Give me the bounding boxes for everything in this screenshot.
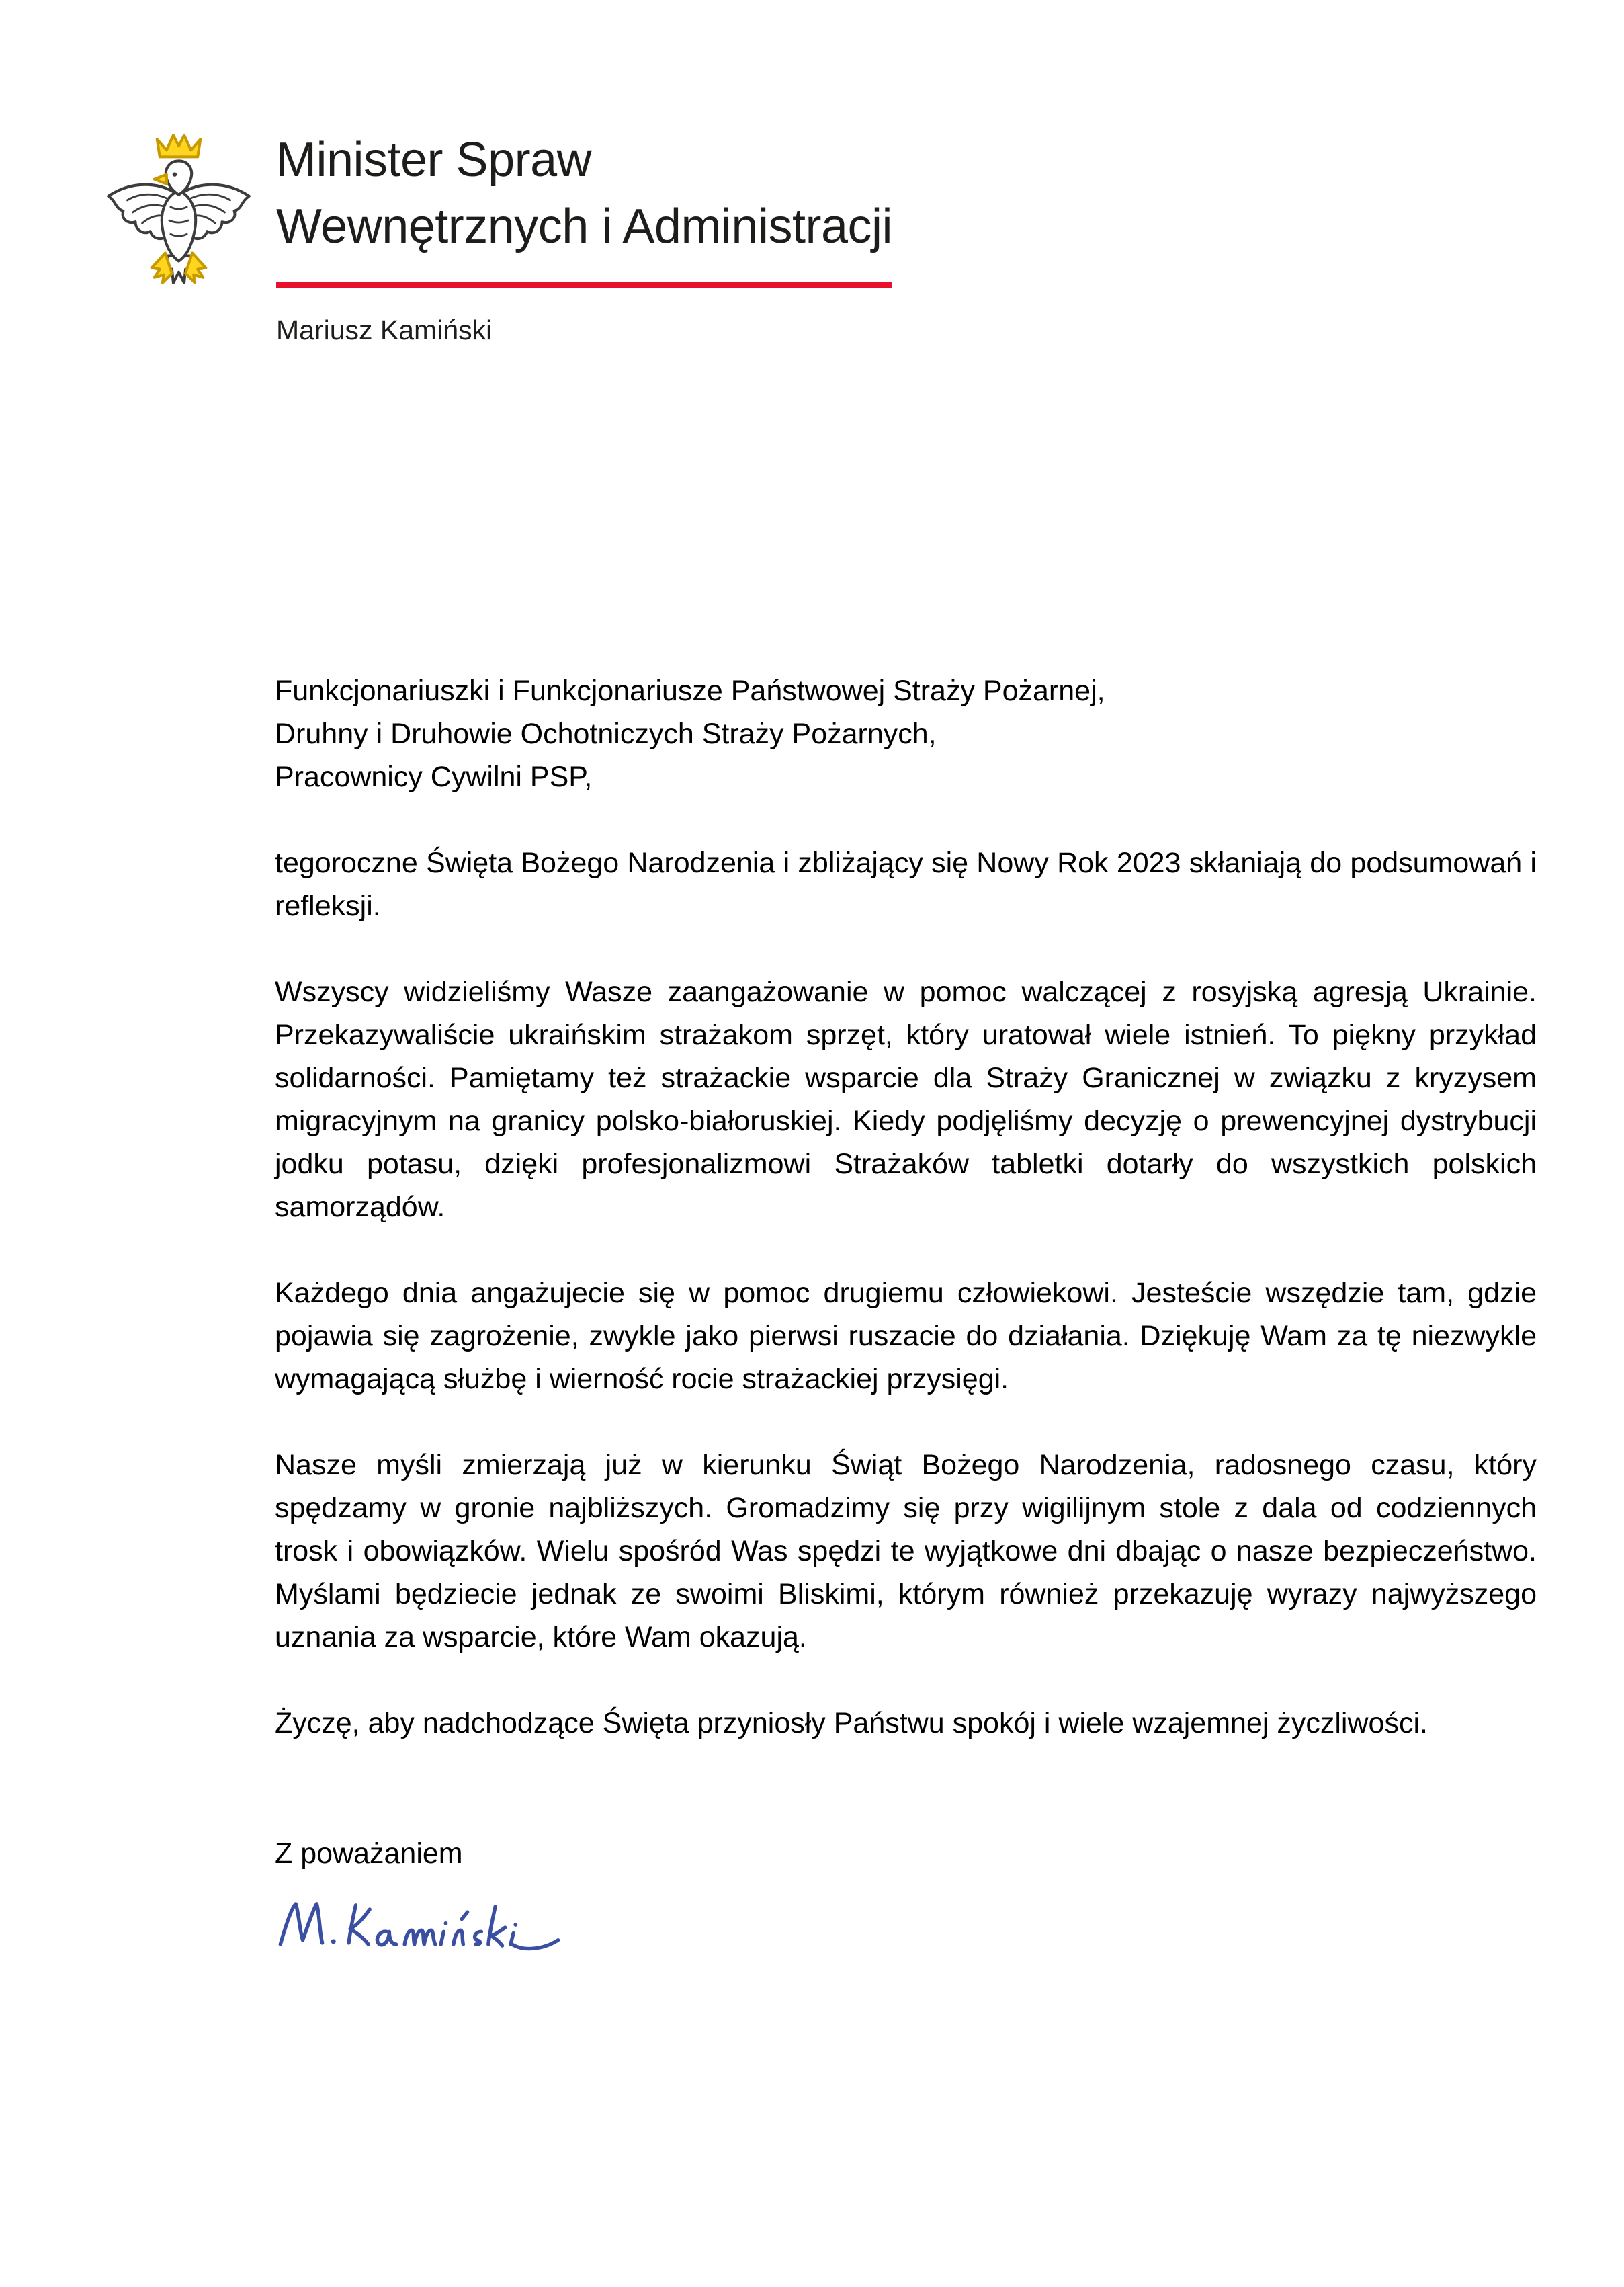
ministry-title-line1: Minister Spraw bbox=[276, 133, 592, 187]
paragraph-christmas: Nasze myśli zmierzają już w kierunku Świąt Bożego Narodzenia, radosnego czasu, który spędzamy w gronie najbliższych. Gromadzimy się przy wigilijnym stole z dala od codziennych trosk i obowiązków. Wielu spośród Was spędzi te wyjątkowe dni dbając o nasze bezpieczeństwo. Myślami będziecie jednak ze swoimi Bliskimi, którym również przekazuję wyrazy najwyższego uznania za wsparcie, które Wam okazują. bbox=[275, 1449, 1537, 1653]
salutation-line: Pracownicy Cywilni PSP, bbox=[275, 761, 593, 793]
salutation-line: Druhny i Druhowie Ochotniczych Straży Pożarnych, bbox=[275, 718, 937, 750]
minister-name: Mariusz Kamiński bbox=[276, 315, 493, 345]
paragraph-wishes: Życzę, aby nadchodzące Święta przyniosły Państwu spokój i wiele wzajemnej życzliwości. bbox=[275, 1707, 1428, 1739]
letterhead bbox=[96, 123, 892, 346]
ministry-title-line2: Wewnętrznych i Administracji bbox=[276, 200, 892, 253]
paragraph-intro: tegoroczne Święta Bożego Narodzenia i zbliżający się Nowy Rok 2023 skłaniają do podsumowań i refleksji. bbox=[275, 847, 1537, 922]
coat-of-arms-eagle-icon bbox=[96, 123, 261, 299]
salutation bbox=[275, 669, 1537, 798]
letter-content bbox=[275, 669, 1537, 1958]
salutation-line: Funkcjonariuszki i Funkcjonariusze Państwowej Straży Pożarnej, bbox=[275, 675, 1105, 707]
ministry-title bbox=[276, 127, 892, 260]
paragraph-daily-service: Każdego dnia angażujecie się w pomoc drugiemu człowiekowi. Jesteście wszędzie tam, gdzie pojawia się zagrożenie, zwykle jako pierwsi ruszacie do działania. Dziękuję Wam za tę niezwykle wymagającą służbę i wierność rocie strażackiej przysięgi. bbox=[275, 1277, 1537, 1395]
red-divider bbox=[276, 282, 892, 288]
closing-phrase: Z poważaniem bbox=[275, 1837, 463, 1870]
ministry-block bbox=[276, 123, 892, 346]
paragraph-ukraine-support: Wszyscy widzieliśmy Wasze zaangażowanie w pomoc walczącej z rosyjską agresją Ukrainie. Przekazywaliście ukraińskim strażakom sprzęt, który uratował wiele istnień. To piękny przykład solidarności. Pamiętamy też strażackie wsparcie dla Straży Granicznej w związku z kryzysem migracyjnym na granicy polsko-białoruskiej. Kiedy podjęliśmy decyzję o prewencyjnej dystrybucji jodku potasu, dzięki profesjonalizmowi Strażaków tabletki dotarły do wszystkich polskich samorządów. bbox=[275, 976, 1537, 1223]
handwritten-signature bbox=[275, 1894, 638, 1958]
